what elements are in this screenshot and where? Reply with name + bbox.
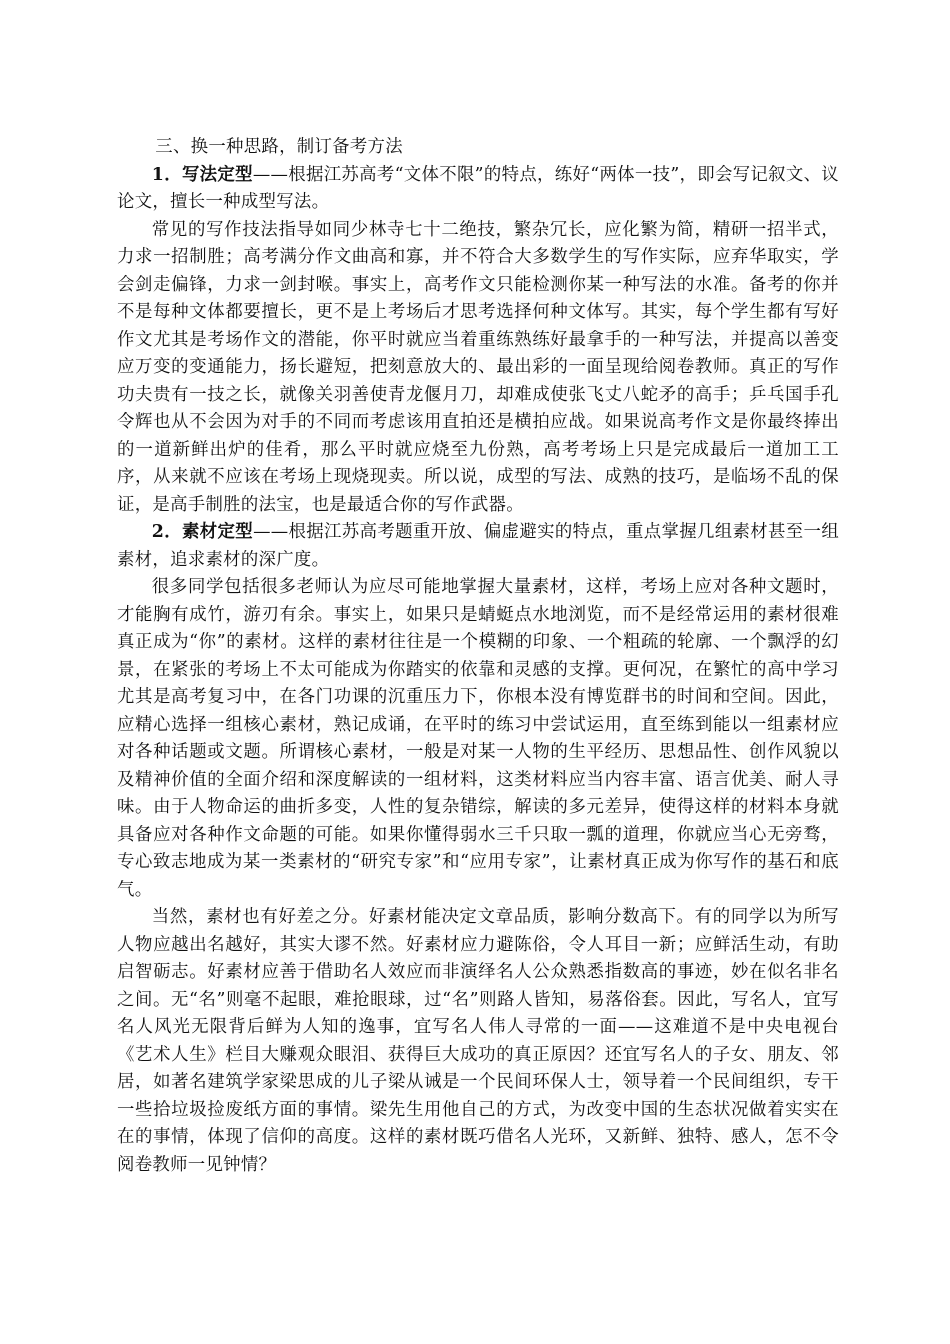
section-heading: 三、换一种思路，制订备考方法	[155, 137, 403, 157]
item-2-text: ——根据江苏高考题重开放、偏虚避实的特点，重点掌握几组素材甚至一组素材，追求素材的深广度。	[117, 522, 840, 570]
body-paragraph-3: 当然，素材也有好差之分。好素材能决定文章品质，影响分数高下。有的同学以为所写人物应越出名越好，其实大谬不然。好素材应力避陈俗，令人耳目一新；应鲜活生动，有助启智砺志。好素材应善于借助名人效应而非演绎名人公众熟悉指数高的事迹，妙在似名非名之间。无“名”则毫不起眼，难抢眼球，过“名”则路人皆知，易落俗套。因此，写名人，宜写名人风光无限背后鲜为人知的逸事，宜写名人伟人寻常的一面——这难道不是中央电视台《艺术人生》栏目大赚观众眼泪、获得巨大成功的真正原因？还宜写名人的子女、朋友、邻居，如著名建筑学家梁思成的儿子梁从诫是一个民间环保人士，领导着一个民间组织，专干一些拾垃圾捡废纸方面的事情。梁先生用他自己的方式，为改变中国的生态状况做着实实在在的事情，体现了信仰的高度。这样的素材既巧借名人光环，又新鲜、独特、感人，怎不令阅卷教师一见钟情？	[117, 907, 839, 1175]
item-2-title: 素材定型	[182, 522, 254, 542]
item-1-paragraph	[117, 162, 839, 217]
body-paragraph-1: 常见的写作技法指导如同少林寺七十二绝技，繁杂冗长，应化繁为简，精研一招半式，力求一招制胜；高考满分作文曲高和寡，并不符合大多数学生的写作实际，应弃华取实，学会剑走偏锋，力求一剑封喉。事实上，高考作文只能检测你某一种写法的水准。备考的你并不是每种文体都要擅长，更不是上考场后才思考选择何种文体写。其实，每个学生都有写好作文尤其是考场作文的潜能，你平时就应当着重练熟练好最拿手的一种写法，并提高以善变应万变的变通能力，扬长避短，把刻意放大的、最出彩的一面呈现给阅卷教师。真正的写作功夫贵有一技之长，就像关羽善使青龙偃月刀，却难成使张飞丈八蛇矛的高手；乒乓国手孔令辉也从不会因为对手的不同而考虑该用直拍还是横拍应战。如果说高考作文是你最终捧出的一道新鲜出炉的佳肴，那么平时就应烧至九份熟，高考考场上只是完成最后一道加工工序，从来就不应该在考场上现烧现卖。所以说，成型的写法、成熟的技巧，是临场不乱的保证，是高手制胜的法宝，也是最适合你的写作武器。	[117, 219, 839, 515]
item-2-paragraph	[117, 519, 839, 574]
item-1-number: 1．	[151, 164, 182, 185]
document-body	[117, 134, 839, 1179]
body-paragraph-2: 很多同学包括很多老师认为应尽可能地掌握大量素材，这样，考场上应对各种文题时，才能胸有成竹，游刃有余。事实上，如果只是蜻蜓点水地浏览，而不是经常运用的素材很难真正成为“你”的素材。这样的素材往往是一个模糊的印象、一个粗疏的轮廓、一个飘浮的幻景，在紧张的考场上不太可能成为你踏实的依靠和灵感的支撑。更何况，在繁忙的高中学习尤其是高考复习中，在各门功课的沉重压力下，你根本没有博览群书的时间和空间。因此，应精心选择一组核心素材，熟记成诵，在平时的练习中尝试运用，直至练到能以一组素材应对各种话题或文题。所谓核心素材，一般是对某一人物的生平经历、思想品性、创作风貌以及精神价值的全面介绍和深度解读的一组材料，这类材料应当内容丰富、语言优美、耐人寻味。由于人物命运的曲折多变，人性的复杂错综，解读的多元差异，使得这样的材料本身就具备应对各种作文命题的可能。如果你懂得弱水三千只取一瓢的道理，你就应当心无旁骛，专心致志地成为某一类素材的“研究专家”和“应用专家”，让素材真正成为你写作的基石和底气。	[117, 577, 839, 900]
item-1-title: 写法定型	[181, 164, 253, 185]
item-2-number: 2．	[151, 522, 183, 542]
item-1-text: ——根据江苏高考“文体不限”的特点，练好“两体一技”，即会写记叙文、议论文，擅长一种成型写法。	[117, 164, 839, 212]
